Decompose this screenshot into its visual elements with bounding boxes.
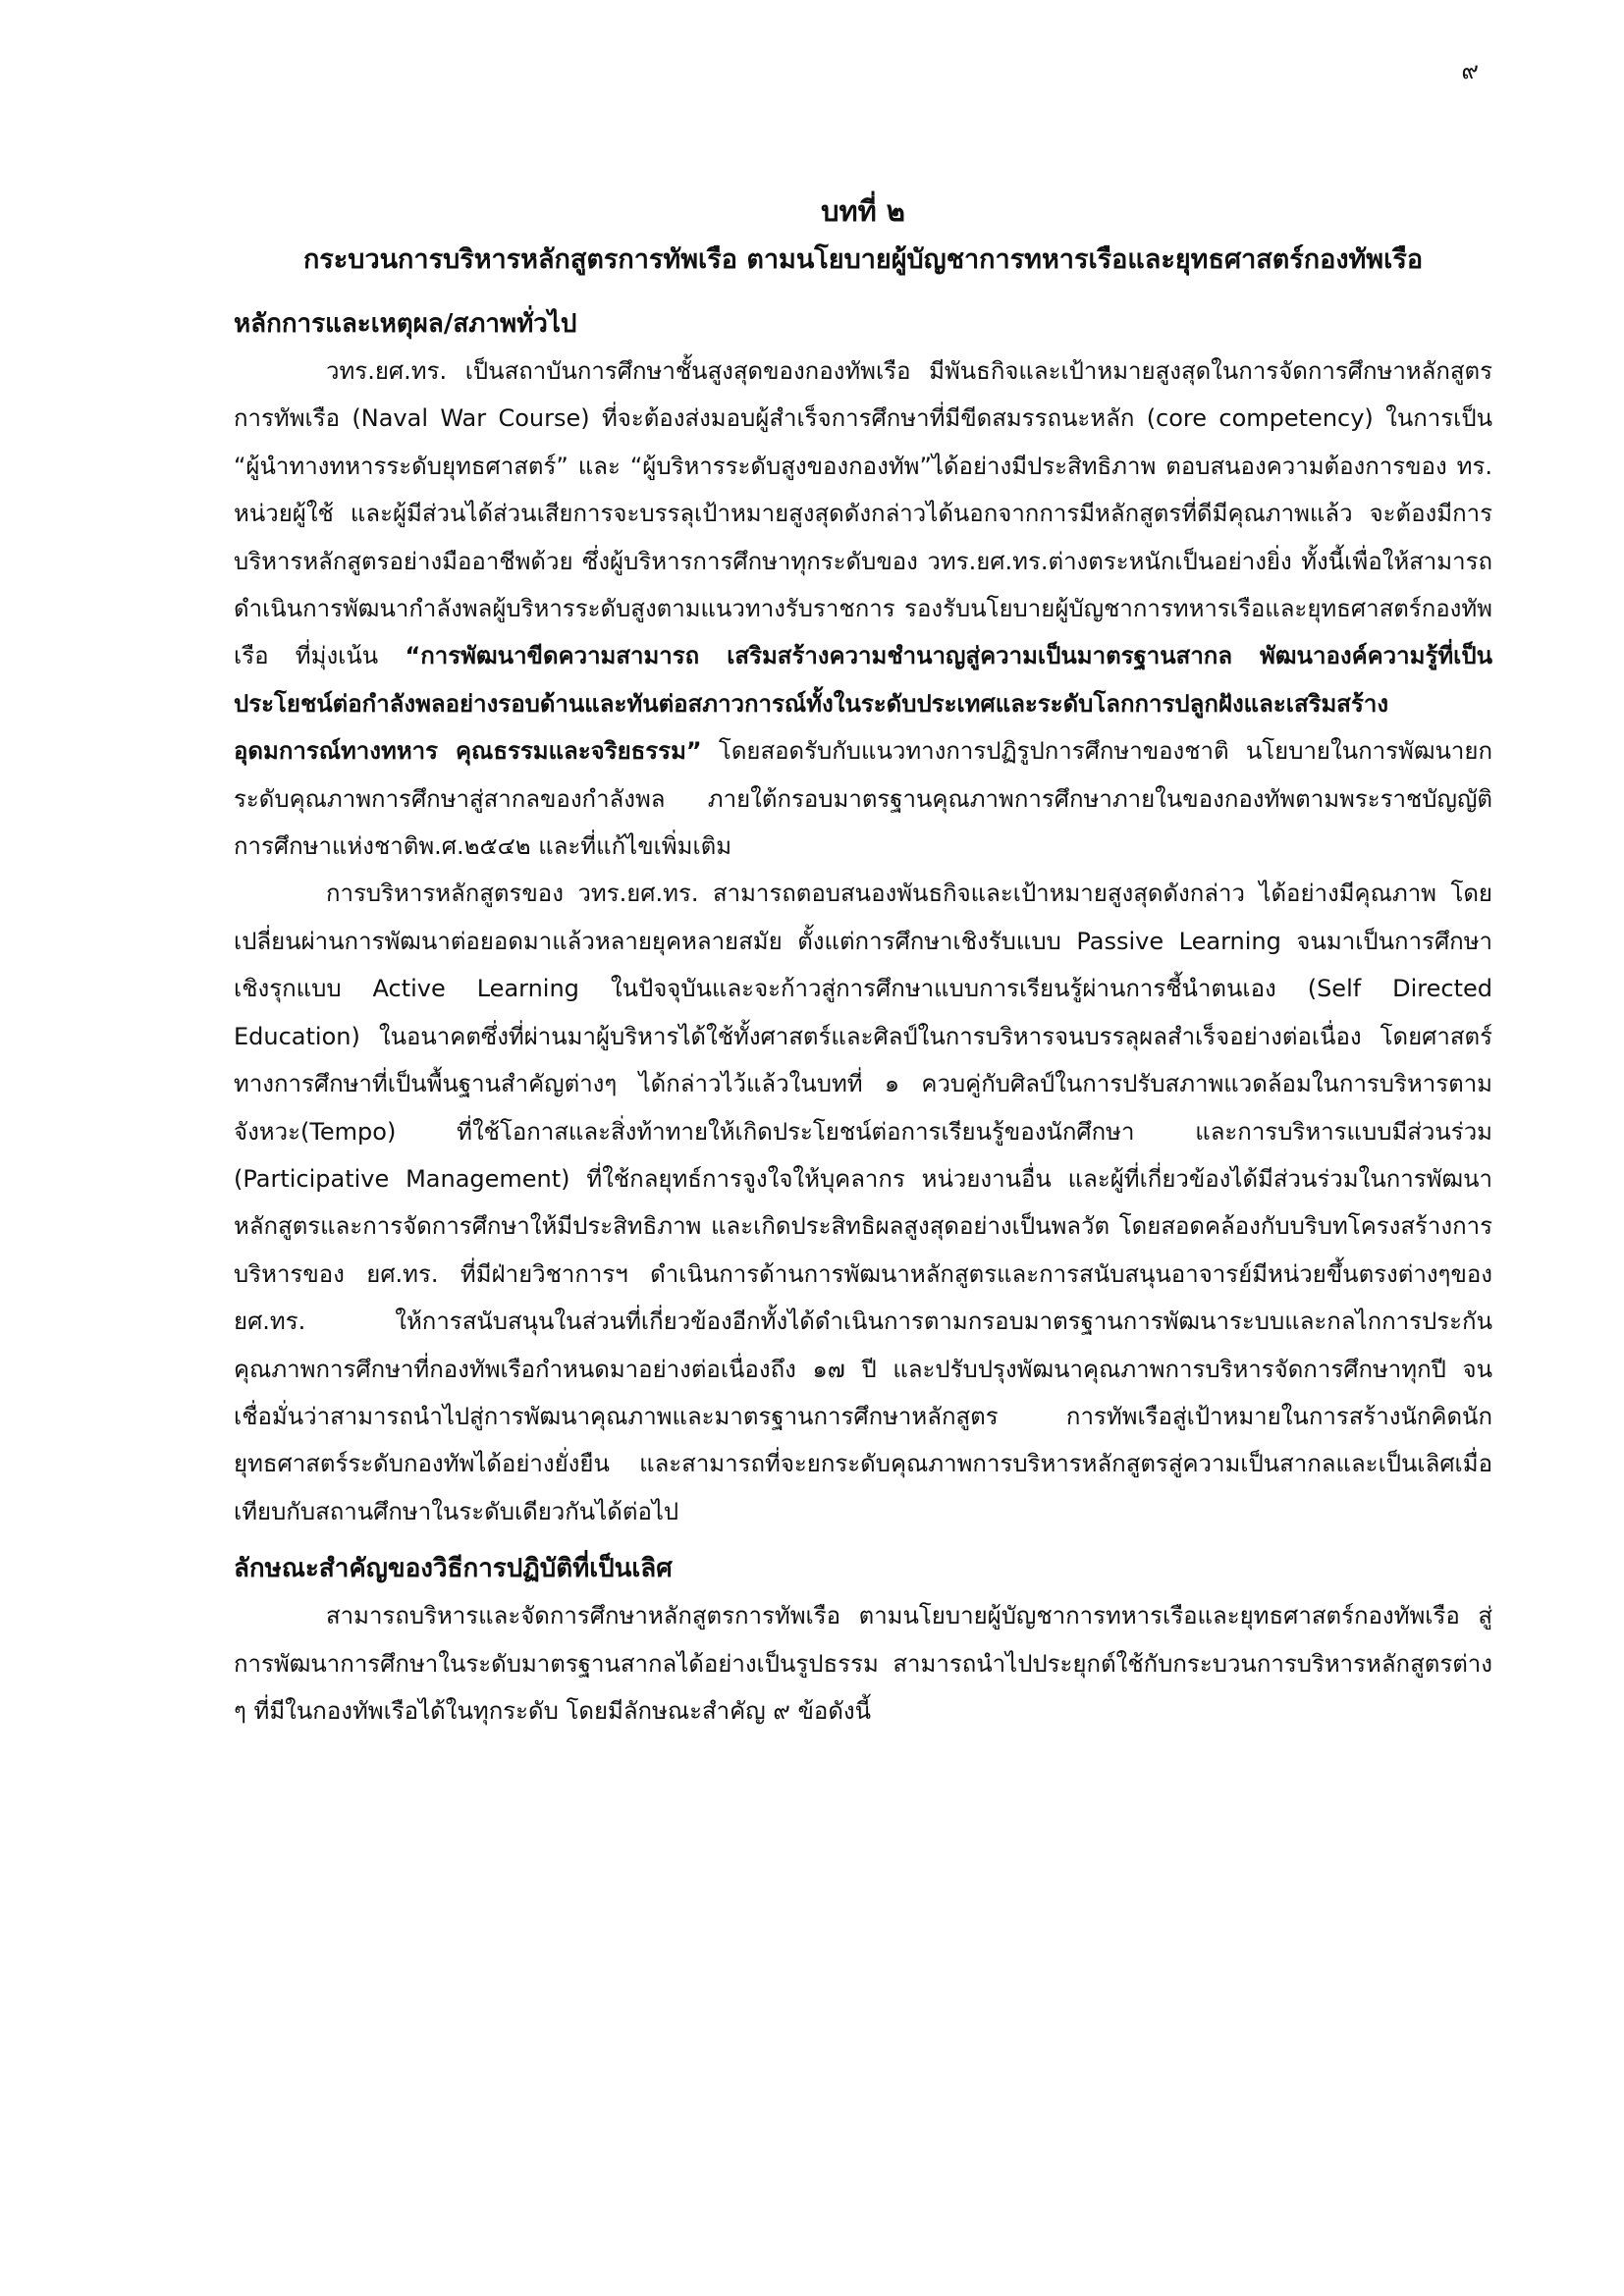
policy-quote: “การพัฒนาขีดความสามารถ เสริมสร้างความชำนาญสู่ความเป็นมาตรฐานสากล พัฒนาองค์ความรู้ที่เป็นประโยชน์ต่อกำลังพลอย่างรอบด้านและทันต่อสภาวการณ์ทั้งในระดับประเทศและระดับโลกการปลูกฝังและเสริมสร้างอุดมการณ์ทางทหาร คุณธรรมและจริยธรรม” (234, 642, 1493, 766)
paragraph-principles-2: การบริหารหลักสูตรของ วทร.ยศ.ทร. สามารถตอบสนองพันธกิจและเป้าหมายสูงสุดดังกล่าว ได้อย่างมีคุณภาพ โดยเปลี่ยนผ่านการพัฒนาต่อยอดมาแล้วหลายยุคหลายสมัย ตั้งแต่การศึกษาเชิงรับแบบ Passive Learning จนมาเป็นการศึกษาเชิงรุกแบบ Active Learning ในปัจจุบันและจะก้าวสู่การศึกษาแบบการเรียนรู้ผ่านการชี้นำตนเอง (Self Directed Education) ในอนาคตซึ่งที่ผ่านมาผู้บริหารได้ใช้ทั้งศาสตร์และศิลป์ในการบริหารจนบรรลุผลสำเร็จอย่างต่อเนื่อง โดยศาสตร์ทางการศึกษาที่เป็นพื้นฐานสำคัญต่างๆ ได้กล่าวไว้แล้วในบทที่ ๑ ควบคู่กับศิลป์ในการปรับสภาพแวดล้อมในการบริหารตามจังหวะ(Tempo) ที่ใช้โอกาสและสิ่งท้าทายให้เกิดประโยชน์ต่อการเรียนรู้ของนักศึกษา และการบริหารแบบมีส่วนร่วม (Participative Management) ที่ใช้กลยุทธ์การจูงใจให้บุคลากร หน่วยงานอื่น และผู้ที่เกี่ยวข้องได้มีส่วนร่วมในการพัฒนาหลักสูตรและการจัดการศึกษาให้มีประสิทธิภาพ และเกิดประสิทธิผลสูงสุดอย่างเป็นพลวัต โดยสอดคล้องกับบริบทโครงสร้างการบริหารของ ยศ.ทร. ที่มีฝ่ายวิชาการฯ ดำเนินการด้านการพัฒนาหลักสูตรและการสนับสนุนอาจารย์มีหน่วยขึ้นตรงต่างๆของ ยศ.ทร. ให้การสนับสนุนในส่วนที่เกี่ยวข้องอีกทั้งได้ดำเนินการตามกรอบมาตรฐานการพัฒนาระบบและกลไกการประกันคุณภาพการศึกษาที่กองทัพเรือกำหนดมาอย่างต่อเนื่องถึง ๑๗ ปี และปรับปรุงพัฒนาคุณภาพการบริหารจัดการศึกษาทุกปี จนเชื่อมั่นว่าสามารถนำไปสู่การพัฒนาคุณภาพและมาตรฐานการศึกษาหลักสูตร การทัพเรือสู่เป้าหมายในการสร้างนักคิดนักยุทธศาสตร์ระดับกองทัพได้อย่างยั่งยืน และสามารถที่จะยกระดับคุณภาพการบริหารหลักสูตรสู่ความเป็นสากลและเป็นเลิศเมื่อเทียบกับสถานศึกษาในระดับเดียวกันได้ต่อไป (234, 880, 1492, 1525)
page-number: ๙ (1461, 57, 1479, 84)
section-heading-principles: หลักการและเหตุผล/สภาพทั่วไป (234, 309, 577, 339)
document-body (234, 187, 1492, 1735)
paragraph-principles-1 (234, 347, 1492, 870)
paragraph-best-practice-1: สามารถบริหารและจัดการศึกษาหลักสูตรการทัพเรือ ตามนโยบายผู้บัญชาการทหารเรือและยุทธศาสตร์กองทัพเรือ สู่การพัฒนาการศึกษาในระดับมาตรฐานสากลได้อย่างเป็นรูปธรรม สามารถนำไปประยุกต์ใช้กับกระบวนการบริหารหลักสูตรต่าง ๆ ที่มีในกองทัพเรือได้ในทุกระดับ โดยมีลักษณะสำคัญ ๙ ข้อดังนี้ (234, 1602, 1492, 1725)
paragraph-text: โดยสอดรับกับแนวทางการปฏิรูปการศึกษาของชาติ นโยบายในการพัฒนายกระดับคุณภาพการศึกษาสู่สากลของกำลังพล ภายใต้กรอบมาตรฐานคุณภาพการศึกษาภายในของกองทัพตามพระราชบัญญัติการศึกษาแห่งชาติพ.ศ.๒๕๔๒ และที่แก้ไขเพิ่มเติม (234, 737, 1492, 861)
chapter-label: บทที่ ๒ (821, 194, 905, 228)
paragraph-text: วทร.ยศ.ทร. เป็นสถาบันการศึกษาชั้นสูงสุดของกองทัพเรือ มีพันธกิจและเป้าหมายสูงสุดในการจัดการศึกษาหลักสูตรการทัพเรือ (Naval War Course) ที่จะต้องส่งมอบผู้สำเร็จการศึกษาที่มีขีดสมรรถนะหลัก (core competency) ในการเป็น “ผู้นำทางทหารระดับยุทธศาสตร์” และ “ผู้บริหารระดับสูงของกองทัพ”ได้อย่างมีประสิทธิภาพ ตอบสนองความต้องการของ ทร. หน่วยผู้ใช้ และผู้มีส่วนได้ส่วนเสียการจะบรรลุเป้าหมายสูงสุดดังกล่าวได้นอกจากการมีหลักสูตรที่ดีมีคุณภาพแล้ว จะต้องมีการบริหารหลักสูตรอย่างมืออาชีพด้วย ซึ่งผู้บริหารการศึกษาทุกระดับของ วทร.ยศ.ทร.ต่างตระหนักเป็นอย่างยิ่ง ทั้งนี้เพื่อให้สามารถดำเนินการพัฒนากำลังพลผู้บริหารระดับสูงตามแนวทางรับราชการ รองรับนโยบายผู้บัญชาการทหารเรือและยุทธศาสตร์กองทัพเรือ ที่มุ่งเน้น (234, 357, 1492, 670)
chapter-title: กระบวนการบริหารหลักสูตรการทัพเรือ ตามนโยบายผู้บัญชาการทหารเรือและยุทธศาสตร์กองทัพเรือ (302, 244, 1424, 275)
section-heading-best-practice: ลักษณะสำคัญของวิธีการปฏิบัติที่เป็นเลิศ (234, 1554, 673, 1584)
